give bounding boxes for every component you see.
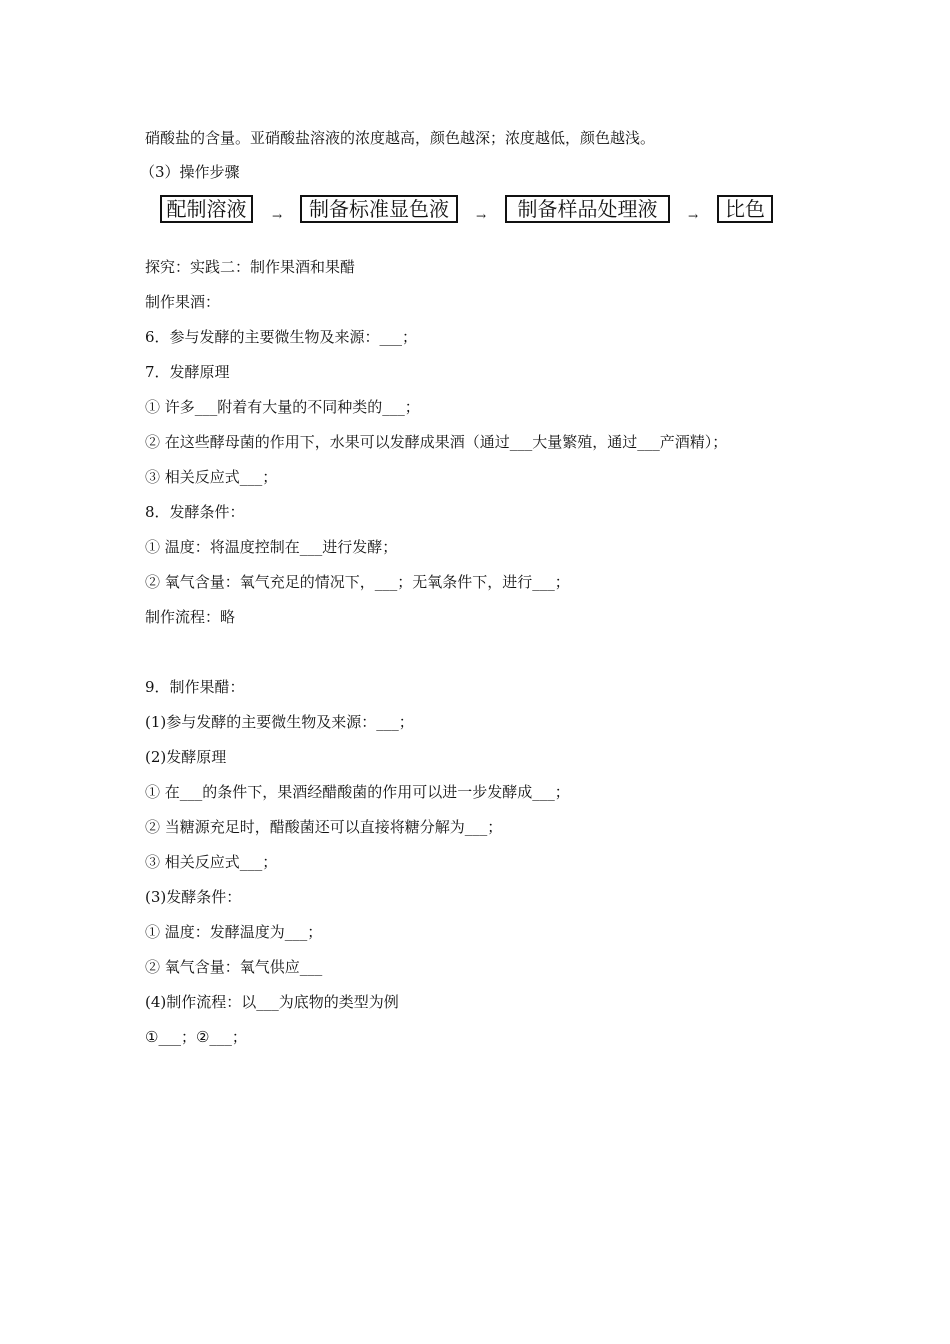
flow-arrow-icon: →: [476, 209, 487, 223]
question-subitem: ③ 相关反应式___；: [145, 468, 278, 486]
question-subitem: ① 温度：发酵温度为___；: [145, 923, 323, 941]
flow-step-prepare-solution: 配制溶液: [160, 195, 253, 223]
intro-text: 硝酸盐的含量。亚硝酸盐溶液的浓度越高，颜色越深；浓度越低，颜色越浅。: [145, 129, 656, 147]
question-subitem: (1)参与发酵的主要微生物及来源：___；: [145, 713, 414, 731]
flow-step-colorimetry: 比色: [717, 195, 773, 223]
question-subitem: ① 许多___附着有大量的不同种类的___；: [145, 398, 420, 416]
question-subitem: (2)发酵原理: [145, 748, 227, 766]
question-subitem: ② 氧气含量：氧气供应___: [145, 958, 323, 976]
subsection-heading: 制作果酒：: [145, 293, 221, 311]
question-subitem: (4)制作流程：以___为底物的类型为例: [145, 993, 399, 1011]
question-item: 6．参与发酵的主要微生物及来源：___；: [145, 328, 418, 346]
question-item: 9．制作果醋：: [145, 678, 245, 696]
question-subitem: (3)发酵条件：: [145, 888, 242, 906]
question-subitem: ② 氧气含量：氧气充足的情况下，___；无氧条件下，进行___；: [145, 573, 570, 591]
question-item: 8．发酵条件：: [145, 503, 245, 521]
question-subitem: ① 在___的条件下，果酒经醋酸菌的作用可以进一步发酵成___；: [145, 783, 570, 801]
question-subitem: ①___；②___；: [145, 1028, 247, 1046]
question-item: 7．发酵原理: [145, 363, 230, 381]
flow-arrow-icon: →: [272, 209, 283, 223]
question-subitem: ② 在这些酵母菌的作用下，水果可以发酵成果酒（通过___大量繁殖，通过___产酒精）；: [145, 433, 728, 451]
question-subitem: ① 温度：将温度控制在___进行发酵；: [145, 538, 398, 556]
question-subitem: ② 当糖源充足时，醋酸菌还可以直接将糖分解为___；: [145, 818, 503, 836]
section-heading: 探究：实践二：制作果酒和果醋: [145, 258, 356, 276]
step-heading: （3）操作步骤: [140, 163, 240, 181]
flow-arrow-icon: →: [688, 209, 699, 223]
flow-step-standard-color-liquid: 制备标准显色液: [300, 195, 458, 223]
flow-step-sample-treatment-liquid: 制备样品处理液: [505, 195, 670, 223]
process-note: 制作流程：略: [145, 608, 236, 626]
question-subitem: ③ 相关反应式___；: [145, 853, 278, 871]
